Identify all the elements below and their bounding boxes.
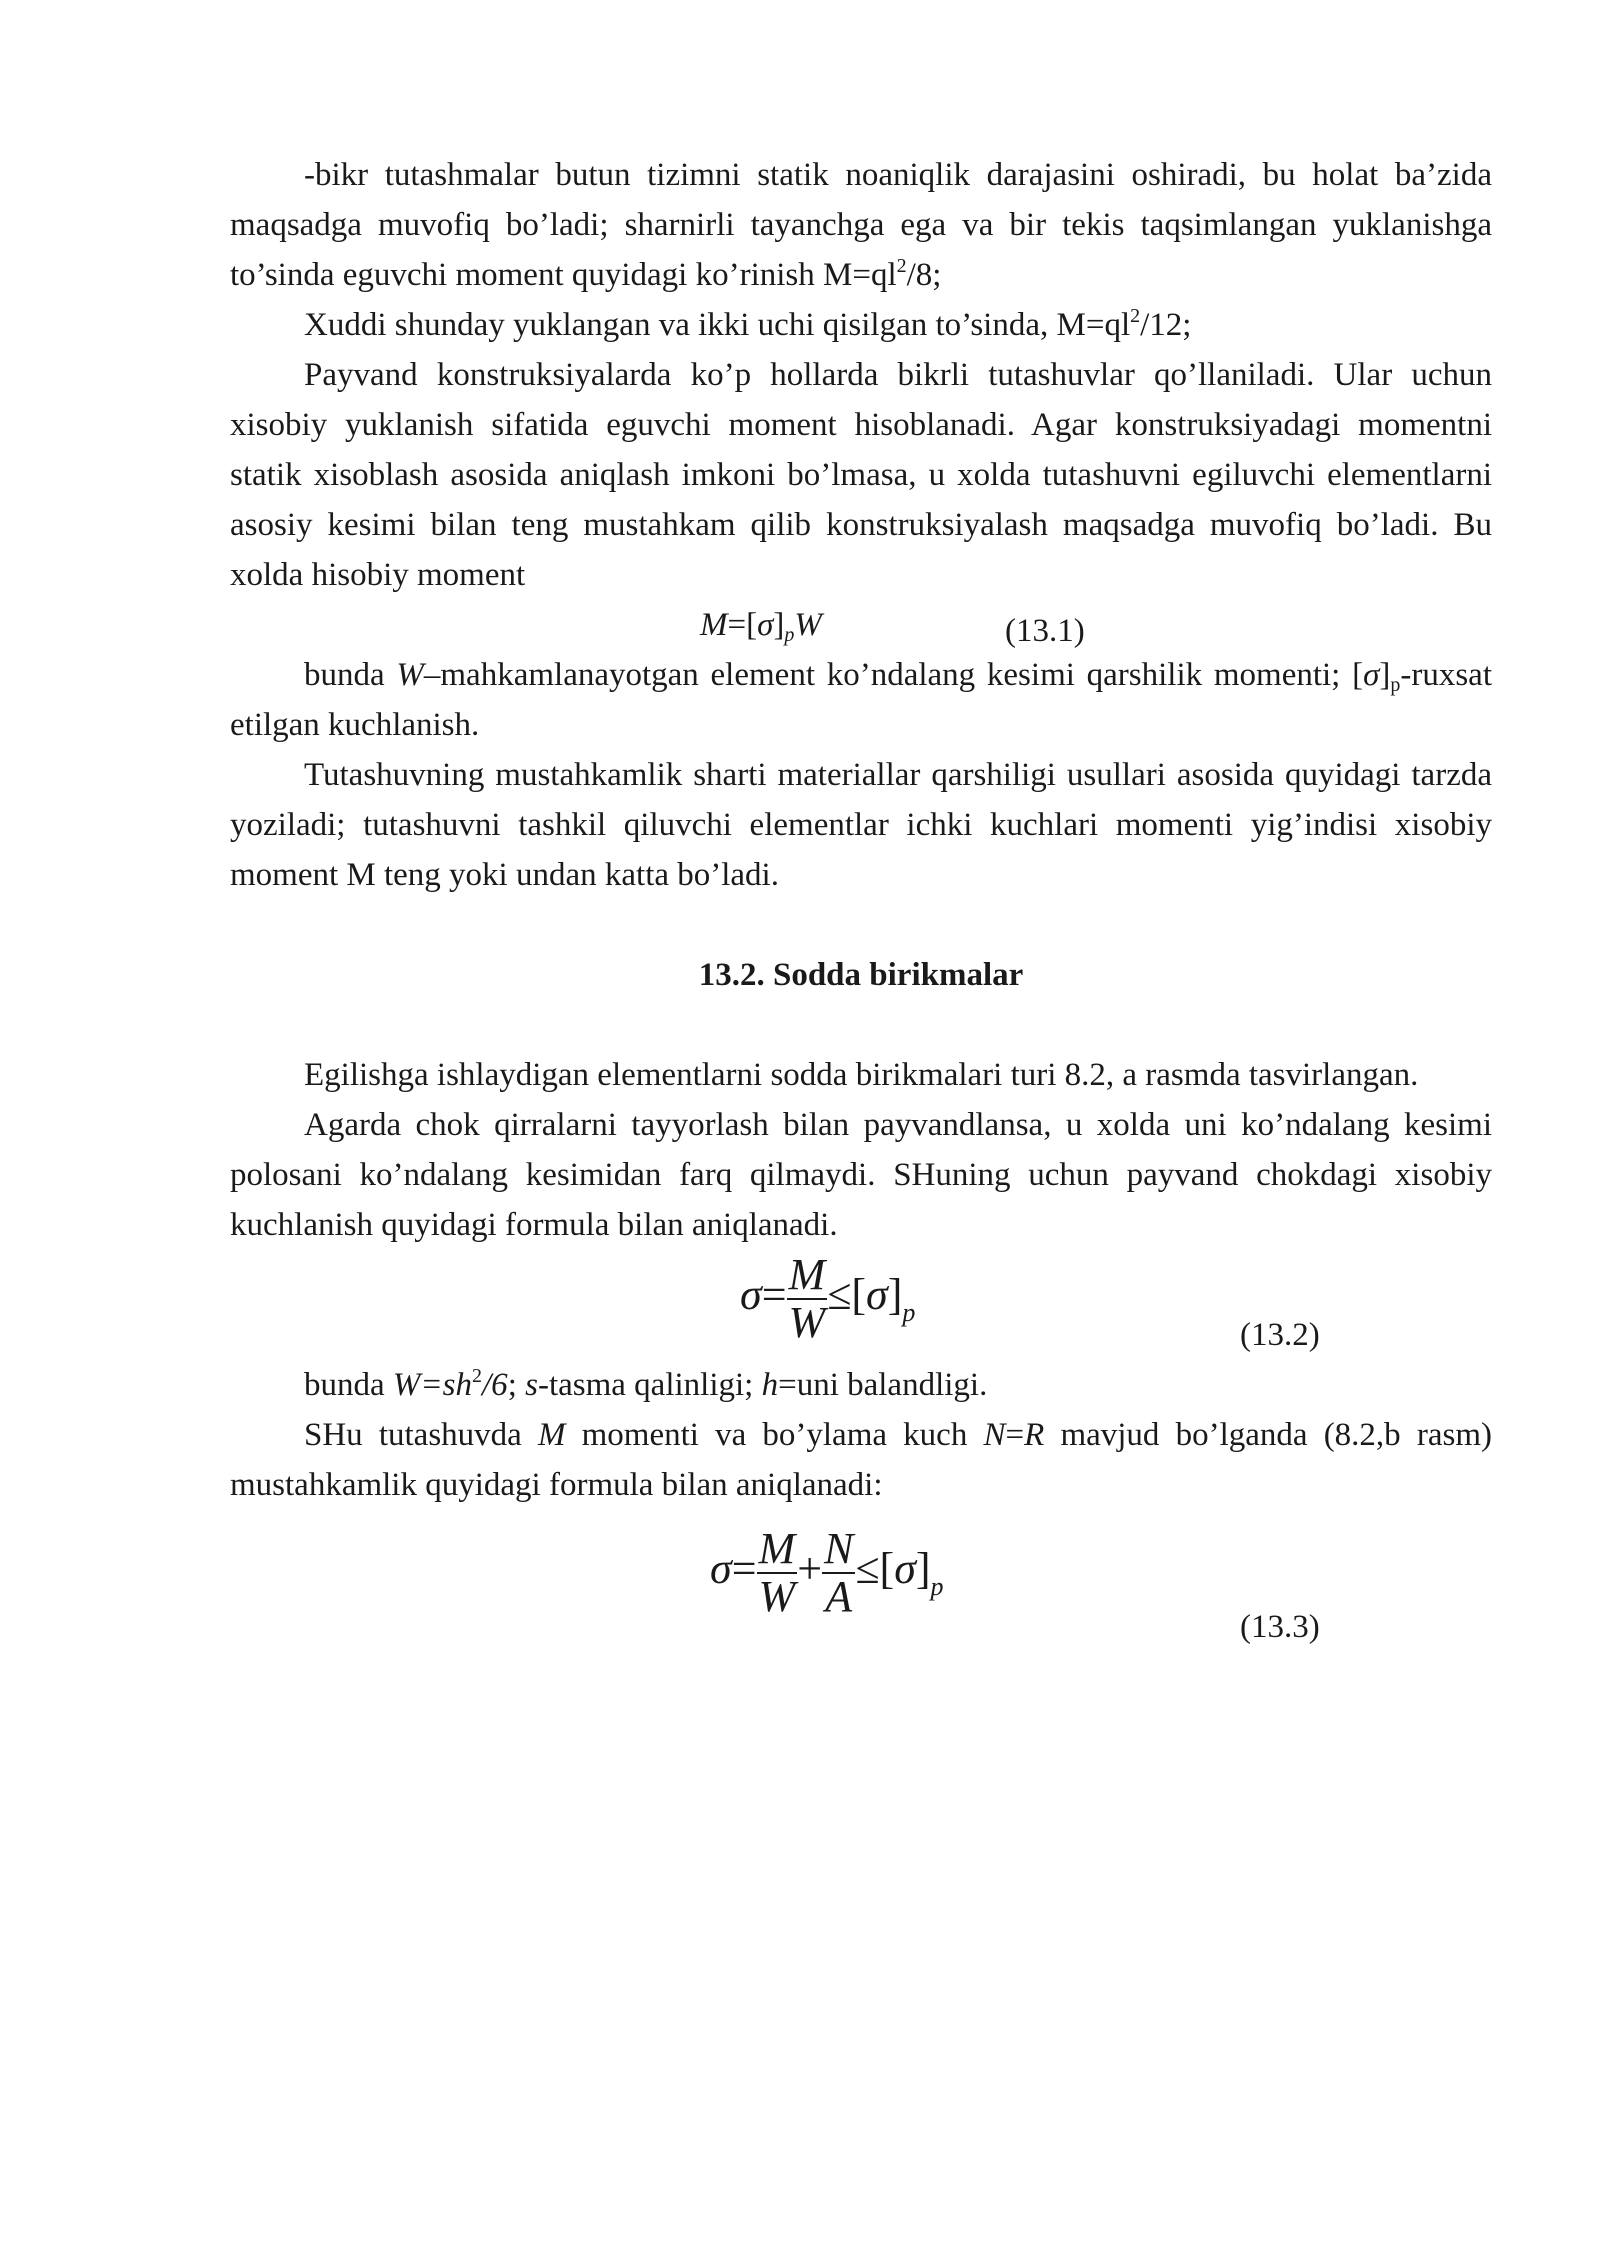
paragraph-9: SHu tutashuvda M momenti va bo’ylama kuch N=R mavjud bo’lganda (8.2,b rasm) mustahkamlik quyidagi formula bilan aniqlanadi: [230,1417,1492,1503]
formula-13-2-expression: σ= $\frac{M}{W}$ $\le[\sigma]_p$ [740,1250,916,1347]
formula-13-3-number: (13.3) [1240,1609,1320,1645]
section-heading: 13.2. Sodda birikmalar [698,957,1024,993]
formula-13-2-number: (13.2) [1240,1317,1320,1353]
formula-13-3 [230,1522,1492,1652]
paragraph-5: Tutashuvning mustahkamlik sharti materiallar qarshiligi usullari asosida quyidagi tarzda yoziladi; tutashuvni tashkil qiluvchi elementlar ichki kuchlari momenti yig’indisi xisobiy moment M teng yoki undan katta bo’ladi. [230,757,1492,893]
formula-13-1 [230,600,1492,650]
formula-13-3-fraction-1: $\frac{M}{W}$ [758,1524,796,1621]
paragraph-1: -bikr tutashmalar butun tizimni statik noaniqlik darajasini oshiradi, bu holat ba’zida maqsadga muvofiq bo’ladi; sharnirli tayanchga ega va bir tekis taqsimlangan yuklanishga to’sinda eguvchi moment quyidagi ko’rinish $M=ql^2/8$; [230,157,1492,293]
paragraph-7: Agarda chok qirralarni tayyorlash bilan payvandlansa, u xolda uni ko’ndalang kesimi polosani ko’ndalang kesimidan farq qilmaydi. SHuning uchun payvand chokdagi xisobiy kuchlanish quyidagi formula bilan aniqlanadi. [230,1107,1492,1243]
paragraph-3: Payvand konstruksiyalarda ko’p hollarda bikrli tutashuvlar qo’llaniladi. Ular uchun xisobiy yuklanish sifatida eguvchi moment hisoblanadi. Agar konstruksiyadagi momentni statik xisoblash asosida aniqlash imkoni bo’lmasa, u xolda tutashuvni egiluvchi elementlarni asosiy kesimi bilan teng mustahkam qilib konstruksiyalash maqsadga muvofiq bo’ladi. Bu xolda hisobiy moment [230,357,1492,593]
paragraph-2: Xuddi shunday yuklangan va ikki uchi qisilgan to’sinda, $M=ql^2/12$; [304,305,1192,343]
paragraph-4: bunda W–mahkamlanayotgan element ko’ndalang kesimi qarshilik momenti; $[\sigma]_p$-ruxsat etilgan kuchlanish. [230,657,1492,743]
paragraph-6: Egilishga ishlaydigan elementlarni sodda birikmalari turi 8.2, a rasmda tasvirlangan. [304,1057,1419,1093]
formula-13-1-number: (13.1) [1005,613,1085,649]
page-content [230,150,1492,1652]
formula-13-3-expression: σ= $\frac{M}{W}$ + $\frac{N}{A}$ $\le[\sigma]_p$ [710,1524,944,1621]
formula-13-1-expression: $M=[\sigma]_pW$ [700,607,822,646]
formula-13-2-fraction: $\frac{M}{W}$ [788,1250,826,1347]
paragraph-8: bunda $W=sh^2/6$; s-tasma qalinligi; h=uni balandligi. [304,1365,988,1403]
formula-13-2 [230,1250,1492,1360]
formula-13-3-fraction-2: $\frac{N}{A}$ [824,1524,854,1621]
